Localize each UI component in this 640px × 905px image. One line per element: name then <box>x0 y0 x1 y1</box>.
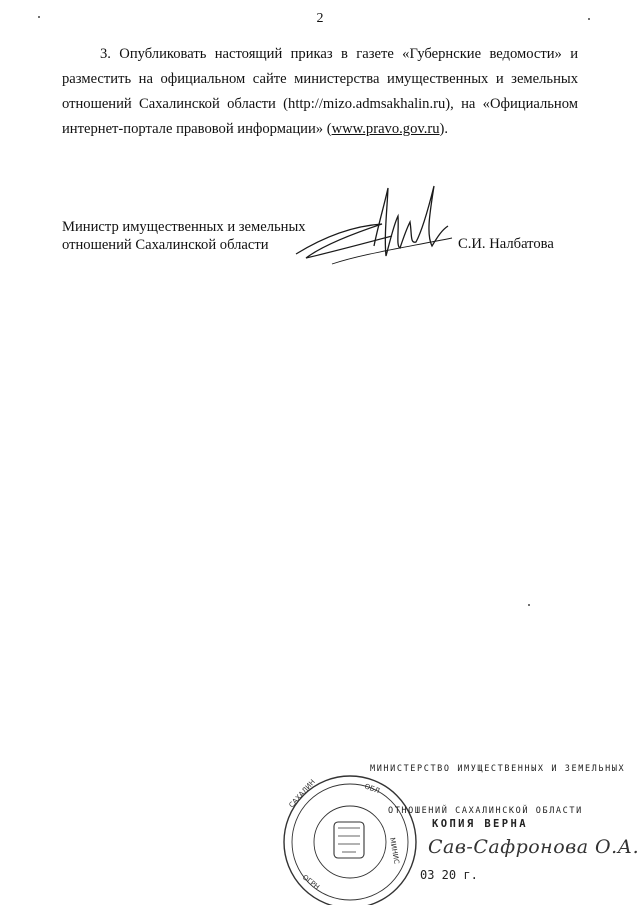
signer-title <box>62 218 322 254</box>
copy-verified-label: КОПИЯ ВЕРНА <box>432 818 528 830</box>
handwritten-signature <box>292 176 462 276</box>
scan-speck <box>38 16 40 18</box>
paragraph-text-end: ). <box>439 121 449 137</box>
svg-text:САХАЛИН: САХАЛИН <box>287 777 317 810</box>
paragraph-publication <box>62 42 578 142</box>
signer-title-line1: Министр имущественных и земельных <box>62 219 306 235</box>
copy-signer-handwriting: Сав-Сафронова О.А. <box>428 836 640 858</box>
svg-text:ОБЛ: ОБЛ <box>363 782 381 796</box>
copy-line-region: ОТНОШЕНИЙ САХАЛИНСКОЙ ОБЛАСТИ <box>388 806 583 816</box>
pravo-url-link[interactable]: www.pravo.gov.ru <box>331 121 440 137</box>
scan-speck <box>588 18 590 20</box>
svg-text:ОГРН: ОГРН <box>300 873 321 892</box>
svg-text:МИНИС: МИНИС <box>388 836 401 865</box>
copy-certification <box>370 764 630 894</box>
page-number: 2 <box>316 11 324 26</box>
paragraph-text: 3. Опубликовать настоящий приказ в газете «Губернские ведомости» и разместить на официальном сайте министерства имущественных и земельных отношений Сахалинской области (http://mizo.admsakhalin.ru), на «Официальном интернет-портале правовой информации» ( <box>62 46 578 137</box>
scan-speck <box>528 604 530 606</box>
copy-line-ministry: МИНИСТЕРСТВО ИМУЩЕСТВЕННЫХ И ЗЕМЕЛЬНЫХ <box>370 764 626 774</box>
copy-date: 03 20 г. <box>420 868 478 882</box>
signer-name: С.И. Налбатова <box>458 236 554 252</box>
signer-title-line2: отношений Сахалинской области <box>62 237 269 253</box>
